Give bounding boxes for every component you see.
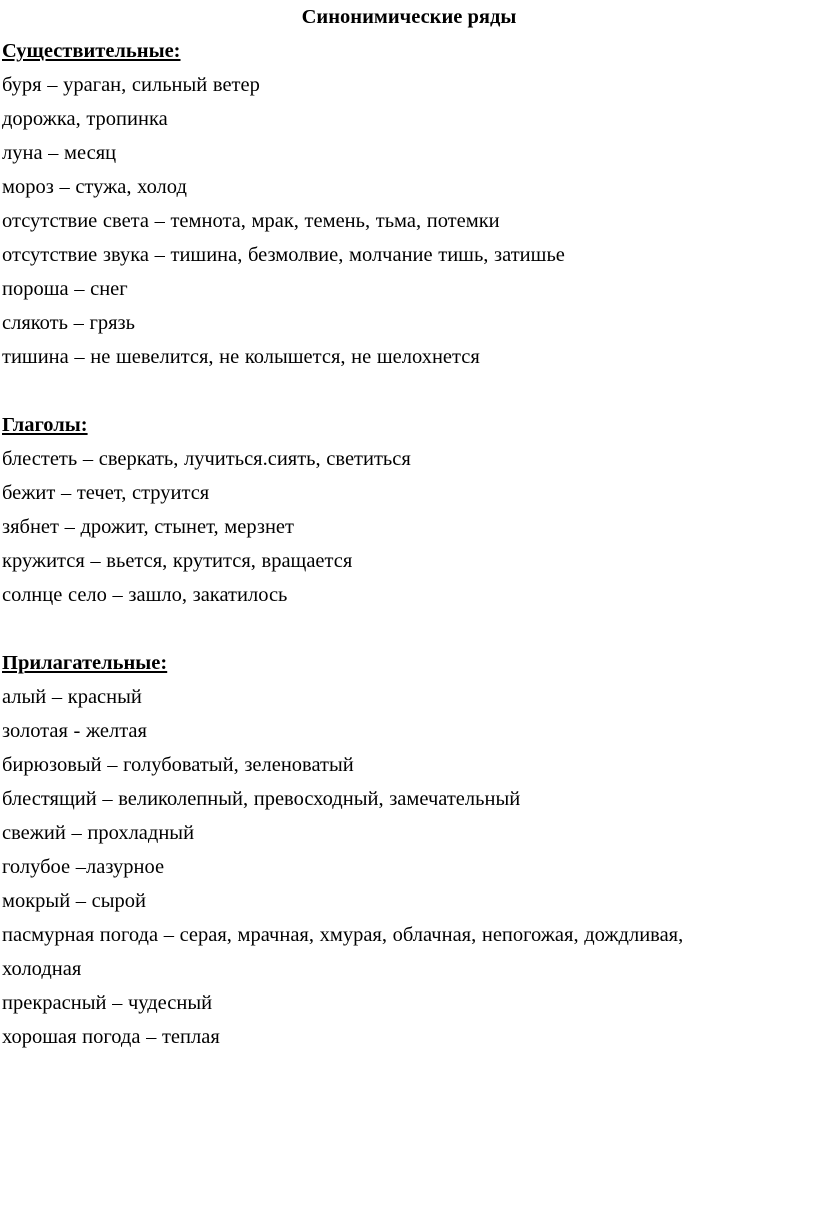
verbs-line: кружится – вьется, крутится, вращается [2, 550, 353, 572]
nouns-section [2, 34, 816, 374]
verbs-line: блестеть – сверкать, лучиться.сиять, светиться [2, 448, 411, 470]
adjectives-line: голубое –лазурное [2, 856, 165, 878]
adjectives-line: бирюзовый – голубоватый, зеленоватый [2, 754, 354, 776]
verbs-line: зябнет – дрожит, стынет, мерзнет [2, 516, 294, 538]
adjectives-section [2, 646, 816, 1054]
adjectives-line: хорошая погода – теплая [2, 1026, 220, 1048]
adjectives-line: алый – красный [2, 686, 142, 708]
adjectives-line: прекрасный – чудесный [2, 992, 213, 1014]
nouns-line: мороз – стужа, холод [2, 176, 187, 198]
adjectives-line: пасмурная погода – серая, мрачная, хмурая, облачная, непогожая, дождливая, [2, 924, 684, 946]
nouns-line: слякоть – грязь [2, 312, 135, 334]
nouns-line: дорожка, тропинка [2, 108, 168, 130]
nouns-line: буря – ураган, сильный ветер [2, 74, 260, 96]
nouns-line: тишина – не шевелится, не колышется, не шелохнется [2, 346, 480, 368]
verbs-line: солнце село – зашло, закатилось [2, 584, 288, 606]
adjectives-line: свежий – прохладный [2, 822, 195, 844]
verbs-section [2, 408, 816, 612]
nouns-line: отсутствие света – темнота, мрак, темень, тьма, потемки [2, 210, 500, 232]
nouns-line: луна – месяц [2, 142, 117, 164]
adjectives-heading: Прилагательные: [2, 652, 168, 674]
blank-line [2, 374, 816, 408]
nouns-heading: Существительные: [2, 40, 181, 62]
adjectives-line: блестящий – великолепный, превосходный, замечательный [2, 788, 521, 810]
nouns-line: пороша – снег [2, 278, 128, 300]
page-title: Синонимические ряды [301, 6, 517, 28]
verbs-line: бежит – течет, струится [2, 482, 210, 504]
adjectives-line: мокрый – сырой [2, 890, 147, 912]
adjectives-line: золотая - желтая [2, 720, 147, 742]
blank-line [2, 612, 816, 646]
adjectives-line: холодная [2, 958, 82, 980]
verbs-heading: Глаголы: [2, 414, 88, 436]
nouns-line: отсутствие звука – тишина, безмолвие, молчание тишь, затишье [2, 244, 565, 266]
